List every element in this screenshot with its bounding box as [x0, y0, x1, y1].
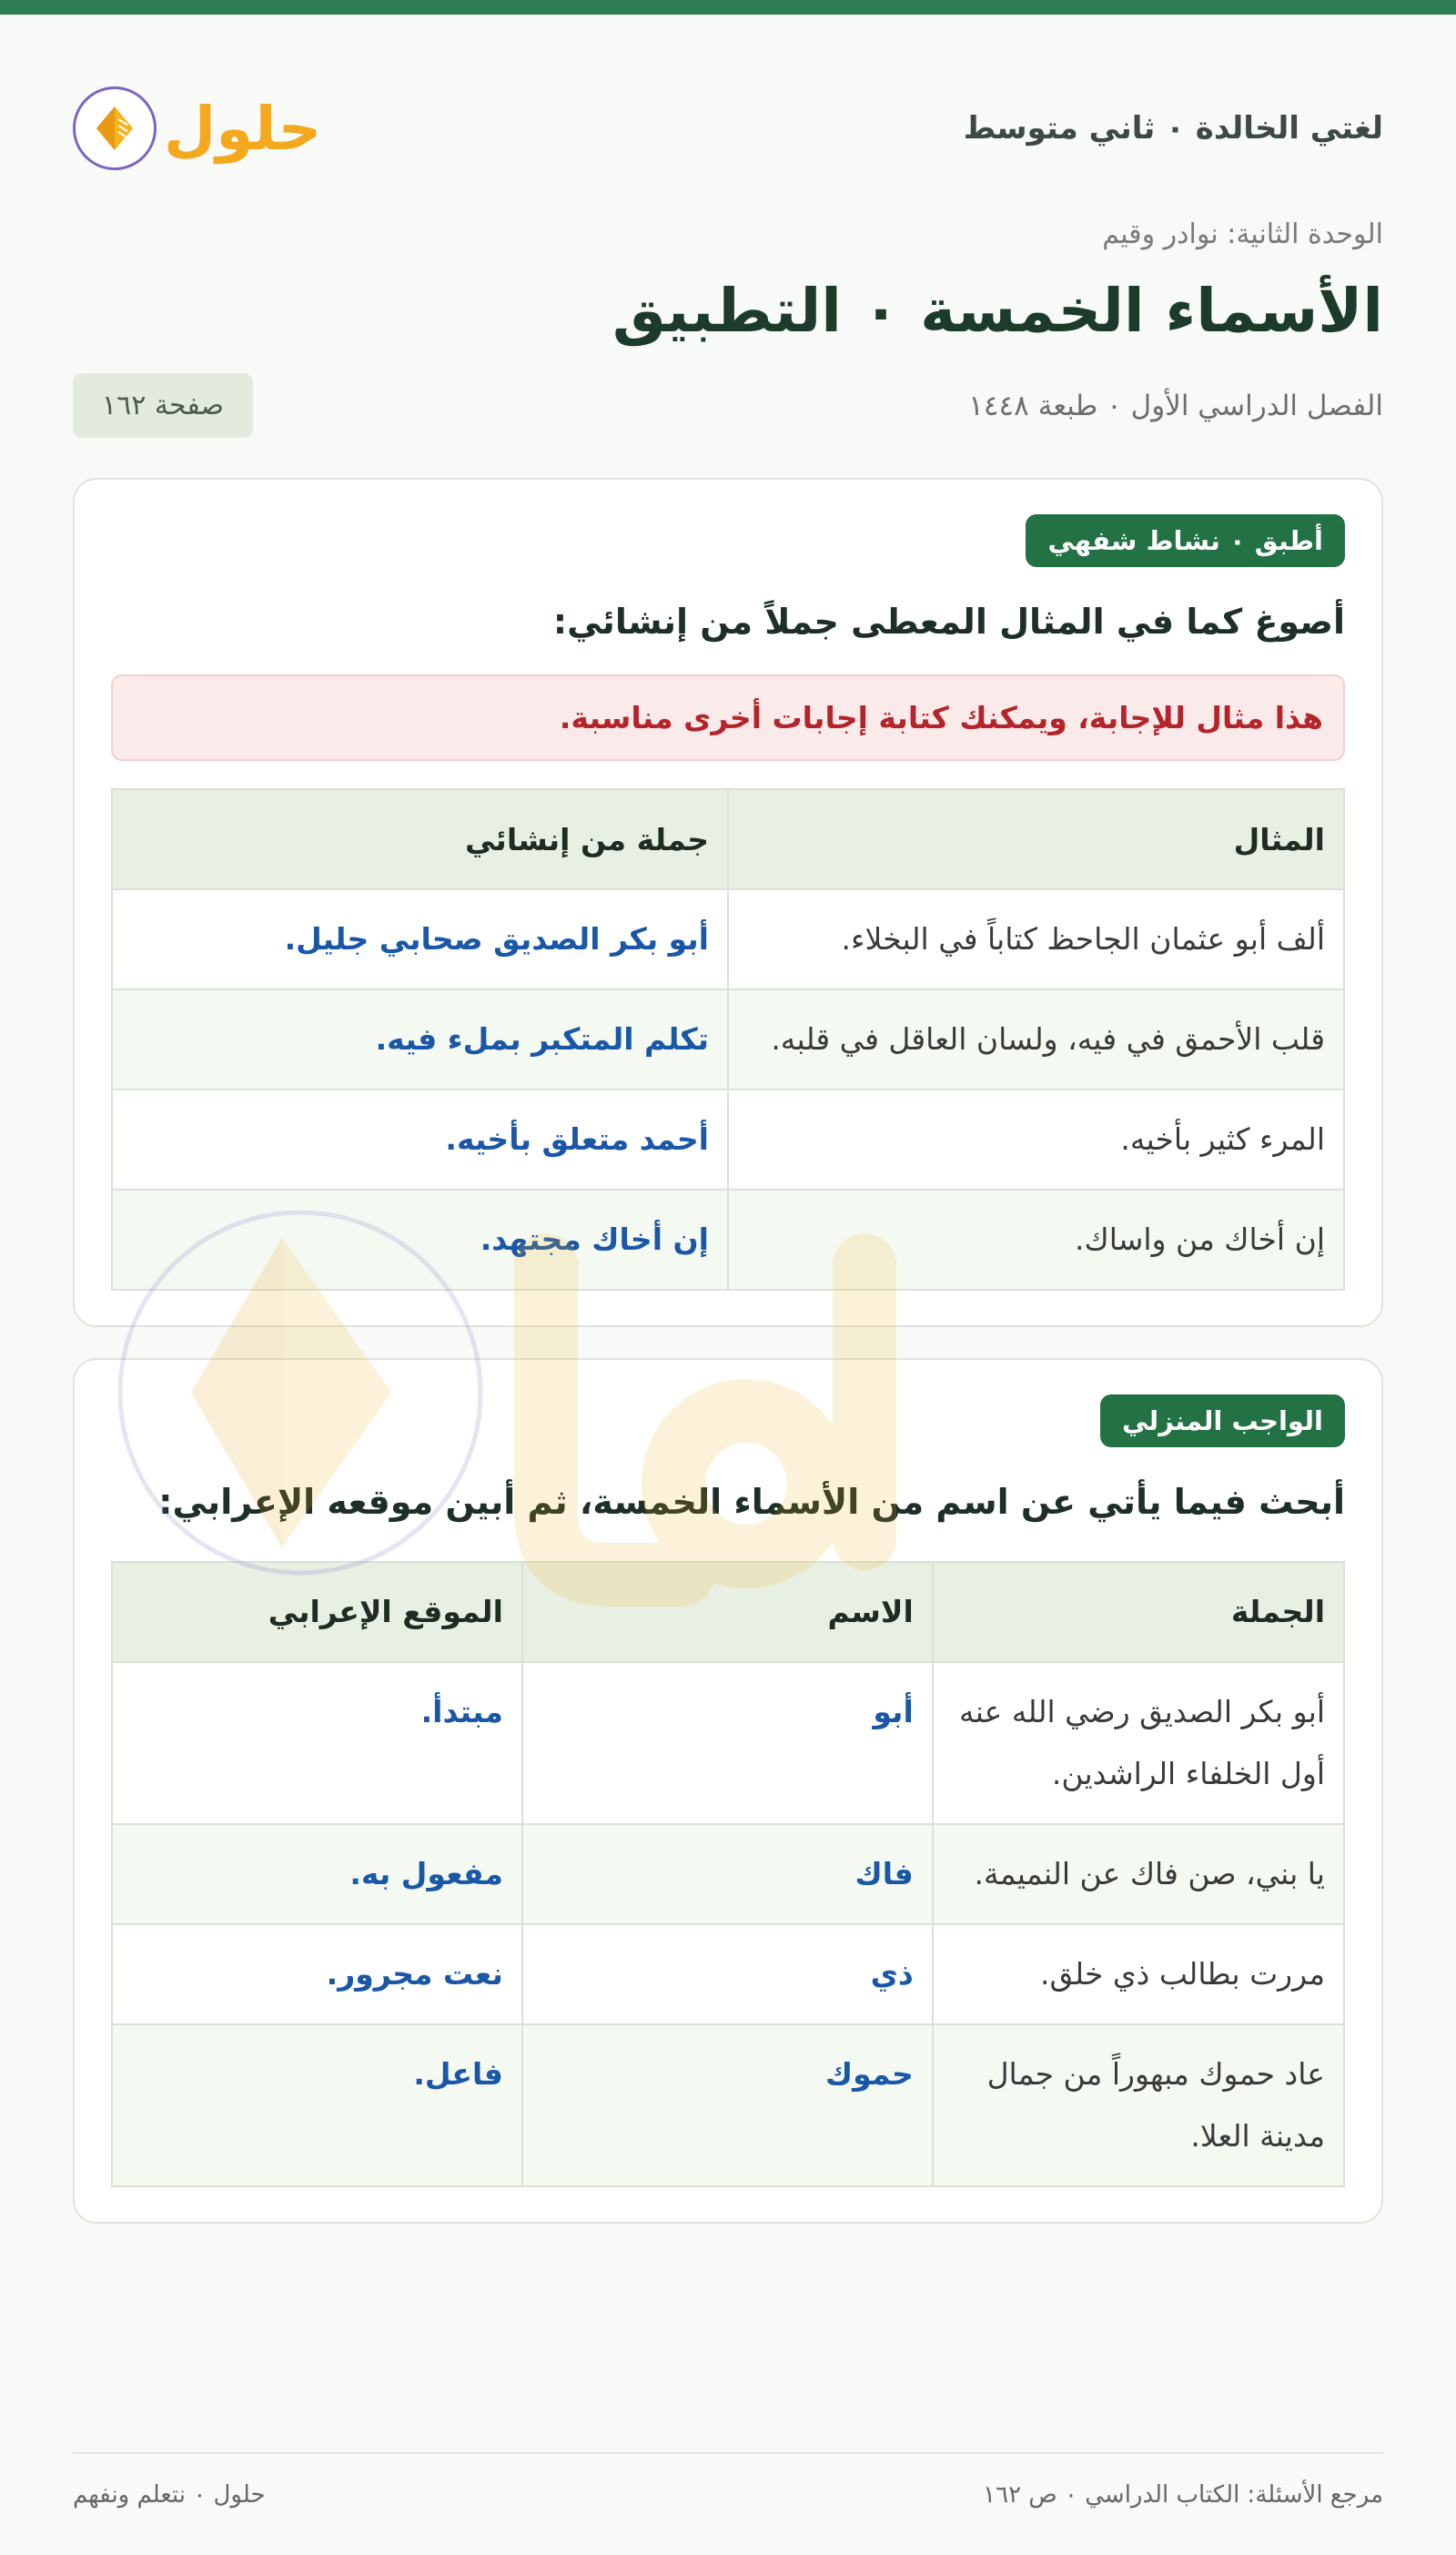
homework-question: أبحث فيما يأتي عن اسم من الأسماء الخمسة، ثم أبين موقعه الإعرابي: [158, 1482, 1345, 1523]
position-cell: مبتدأ. [112, 1662, 522, 1824]
table-row [112, 2024, 1344, 2186]
column-header: الجملة [933, 1562, 1344, 1662]
lesson-title: الأسماء الخمسة ٠ التطبيق [612, 276, 1383, 346]
table-row [112, 1924, 1344, 2024]
column-header: الاسم [522, 1562, 933, 1662]
answer-cell: تكلم المتكبر بملء فيه. [112, 989, 728, 1090]
position-cell: نعت مجرور. [112, 1924, 522, 2024]
footer-slogan: حلول ٠ نتعلم ونفهم [73, 2481, 266, 2509]
name-cell: حموك [522, 2024, 933, 2186]
table-row [112, 1090, 1344, 1190]
homework-table [111, 1561, 1345, 2187]
semester-edition: الفصل الدراسي الأول ٠ طبعة ١٤٤٨ [968, 389, 1383, 422]
table-row [112, 1824, 1344, 1924]
example-cell: المرء كثير بأخيه. [728, 1090, 1344, 1190]
top-accent-bar [0, 0, 1456, 15]
name-cell: فاك [522, 1824, 933, 1924]
column-header: جملة من إنشائي [112, 789, 728, 889]
page [0, 62, 1456, 2224]
questions-reference: مرجع الأسئلة: الكتاب الدراسي ٠ ص ١٦٢ [983, 2481, 1383, 2509]
example-cell: قلب الأحمق في فيه، ولسان العاقل في قلبه. [728, 989, 1344, 1090]
lesson-meta-row [73, 373, 1383, 438]
position-cell: فاعل. [112, 2024, 522, 2186]
activity-tag: أطبق ٠ نشاط شفهي [1026, 514, 1345, 567]
book-icon [73, 86, 157, 170]
table-row [112, 1190, 1344, 1290]
table-row [112, 1662, 1344, 1824]
table-row [112, 889, 1344, 989]
activity-table [111, 788, 1345, 1291]
page-number-badge: صفحة ١٦٢ [73, 373, 253, 438]
example-cell: ألف أبو عثمان الجاحظ كتاباً في البخلاء. [728, 889, 1344, 989]
unit-name: الوحدة الثانية: نوادر وقيم [1102, 218, 1383, 250]
table-header-row [112, 789, 1344, 889]
activity-card [73, 478, 1383, 1327]
sentence-cell: يا بني، صن فاك عن النميمة. [933, 1824, 1344, 1924]
sentence-cell: مررت بطالب ذي خلق. [933, 1924, 1344, 2024]
column-header: الموقع الإعرابي [112, 1562, 522, 1662]
activity-question: أصوغ كما في المثال المعطى جملاً من إنشائي: [552, 602, 1345, 642]
answer-note: هذا مثال للإجابة، ويمكنك كتابة إجابات أخرى مناسبة. [111, 674, 1345, 761]
homework-card [73, 1358, 1383, 2223]
table-row [112, 989, 1344, 1090]
homework-tag: الواجب المنزلي [1100, 1394, 1345, 1447]
page-header [73, 62, 1383, 195]
name-cell: ذي [522, 1924, 933, 2024]
sentence-cell: أبو بكر الصديق رضي الله عنه أول الخلفاء الراشدين. [933, 1662, 1344, 1824]
answer-cell: أبو بكر الصديق صحابي جليل. [112, 889, 728, 989]
answer-cell: أحمد متعلق بأخيه. [112, 1090, 728, 1190]
answer-cell: إن أخاك مجتهد. [112, 1190, 728, 1290]
logo-wordmark: حلول [164, 93, 322, 164]
example-cell: إن أخاك من واساك. [728, 1190, 1344, 1290]
table-header-row [112, 1562, 1344, 1662]
position-cell: مفعول به. [112, 1824, 522, 1924]
page-footer [73, 2452, 1383, 2509]
sentence-cell: عاد حموك مبهوراً من جمال مدينة العلا. [933, 2024, 1344, 2186]
name-cell: أبو [522, 1662, 933, 1824]
column-header: المثال [728, 789, 1344, 889]
brand-logo[interactable] [73, 86, 321, 170]
book-title: لغتي الخالدة ٠ ثاني متوسط [963, 110, 1383, 147]
